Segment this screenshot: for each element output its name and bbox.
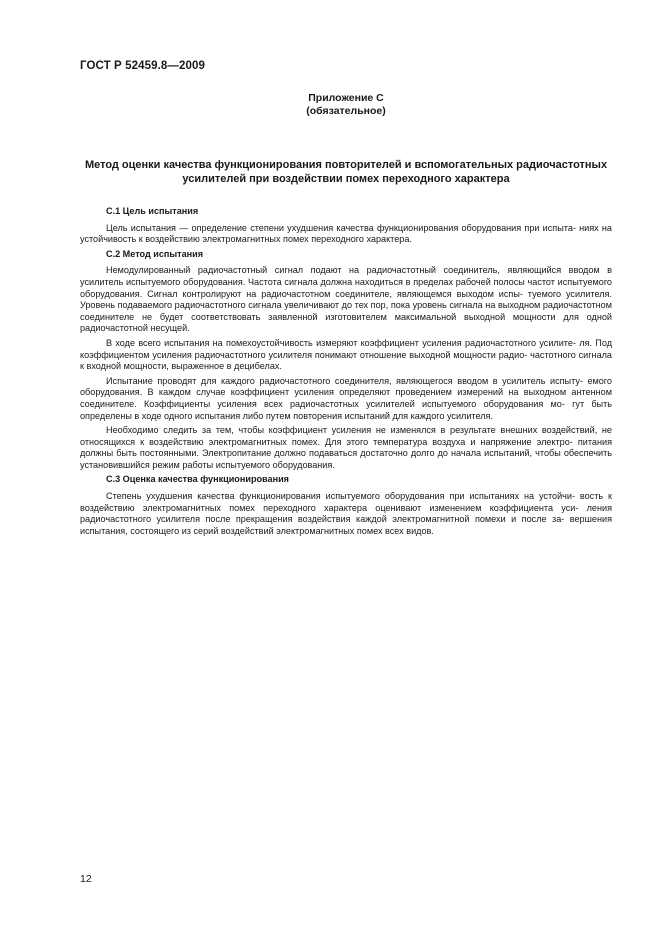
title-line-1: Метод оценки качества функционирования повторителей и вспомогательных радиочастотных [84, 159, 608, 171]
document-title [80, 158, 612, 186]
title-line-2: усилителей при воздействии помех переходного характера [182, 173, 510, 185]
document-body [80, 206, 612, 540]
section-heading-c3: С.3 Оценка качества функционирования [106, 474, 289, 485]
document-header: ГОСТ Р 52459.8—2009 [80, 60, 205, 72]
appendix-status: (обязательное) [306, 105, 386, 117]
paragraph: Цель испытания — определение степени ухудшения качества функционирования оборудования при испыта- ниях на устойчивость к воздействию электромагнитных помех переходного характера. [80, 222, 612, 245]
section-heading-c2: С.2 Метод испытания [106, 248, 204, 259]
paragraph: Немодулированный радиочастотный сигнал подают на радиочастотный соединитель, являющийся вводом в усилитель испытуемого оборудования. Частота сигнала должна находиться в пределах рабочей полосы частот испытуемого оборудования. Сигнал контролируют на радиочастотном соединителе, являющемся выходом испы- туемого усилителя. Уровень подаваемого радиочастотного сигнала увеличивают до тех пор, пока уровень сигнала на выходном радиочастотном соединителе не будет соответствовать заявленной изготовителем максимальной выходной мощности для одной радиочастотной несущей. [80, 265, 612, 334]
paragraph: Необходимо следить за тем, чтобы коэффициент усиления не изменялся в результате внешних воздействий, не относящихся к воздействию электромагнитных помех. Для этого температура воздуха и напряжение электро- питания должны быть постоянными. Электропитание должно подаваться достаточно долго до начала испытаний, чтобы обеспечить установившийся режим работы испытуемого оборудования. [80, 425, 612, 470]
appendix-block [80, 92, 612, 118]
section-heading-c1: С.1 Цель испытания [106, 206, 199, 216]
page-number: 12 [80, 873, 92, 885]
appendix-label: Приложение С [308, 92, 384, 104]
paragraph: В ходе всего испытания на помехоустойчивость измеряют коэффициент усиления радиочастотного усилите- ля. Под коэффициентом усиления радиочастотного усилителя понимают отношение выходной мощности радио- частотного сигнала к входной мощности, выраженное в децибелах. [80, 337, 612, 372]
paragraph: Степень ухудшения качества функционирования испытуемого оборудования при испытаниях на устойчи- вость к воздействию электромагнитных помех переходного характера оценивают изменением коэффициента уси- ления радиочастотного усилителя после прекращения воздействия каждой электромагнитной помехи и после за- вершения испытания, состоящего из серий воздействий электромагнитных помех всех видов. [80, 491, 612, 536]
paragraph: Испытание проводят для каждого радиочастотного соединителя, являющегося вводом в усилитель испыту- емого оборудования. В каждом случае коэффициент усиления определяют проведением измерений на выходном антенном соединителе. Коэффициенты усиления всех радиочастотных усилителей испытуемого оборудования мо- гут быть определены в ходе одного испытания либо путем повторения испытаний для каждого усилителя. [80, 375, 612, 421]
